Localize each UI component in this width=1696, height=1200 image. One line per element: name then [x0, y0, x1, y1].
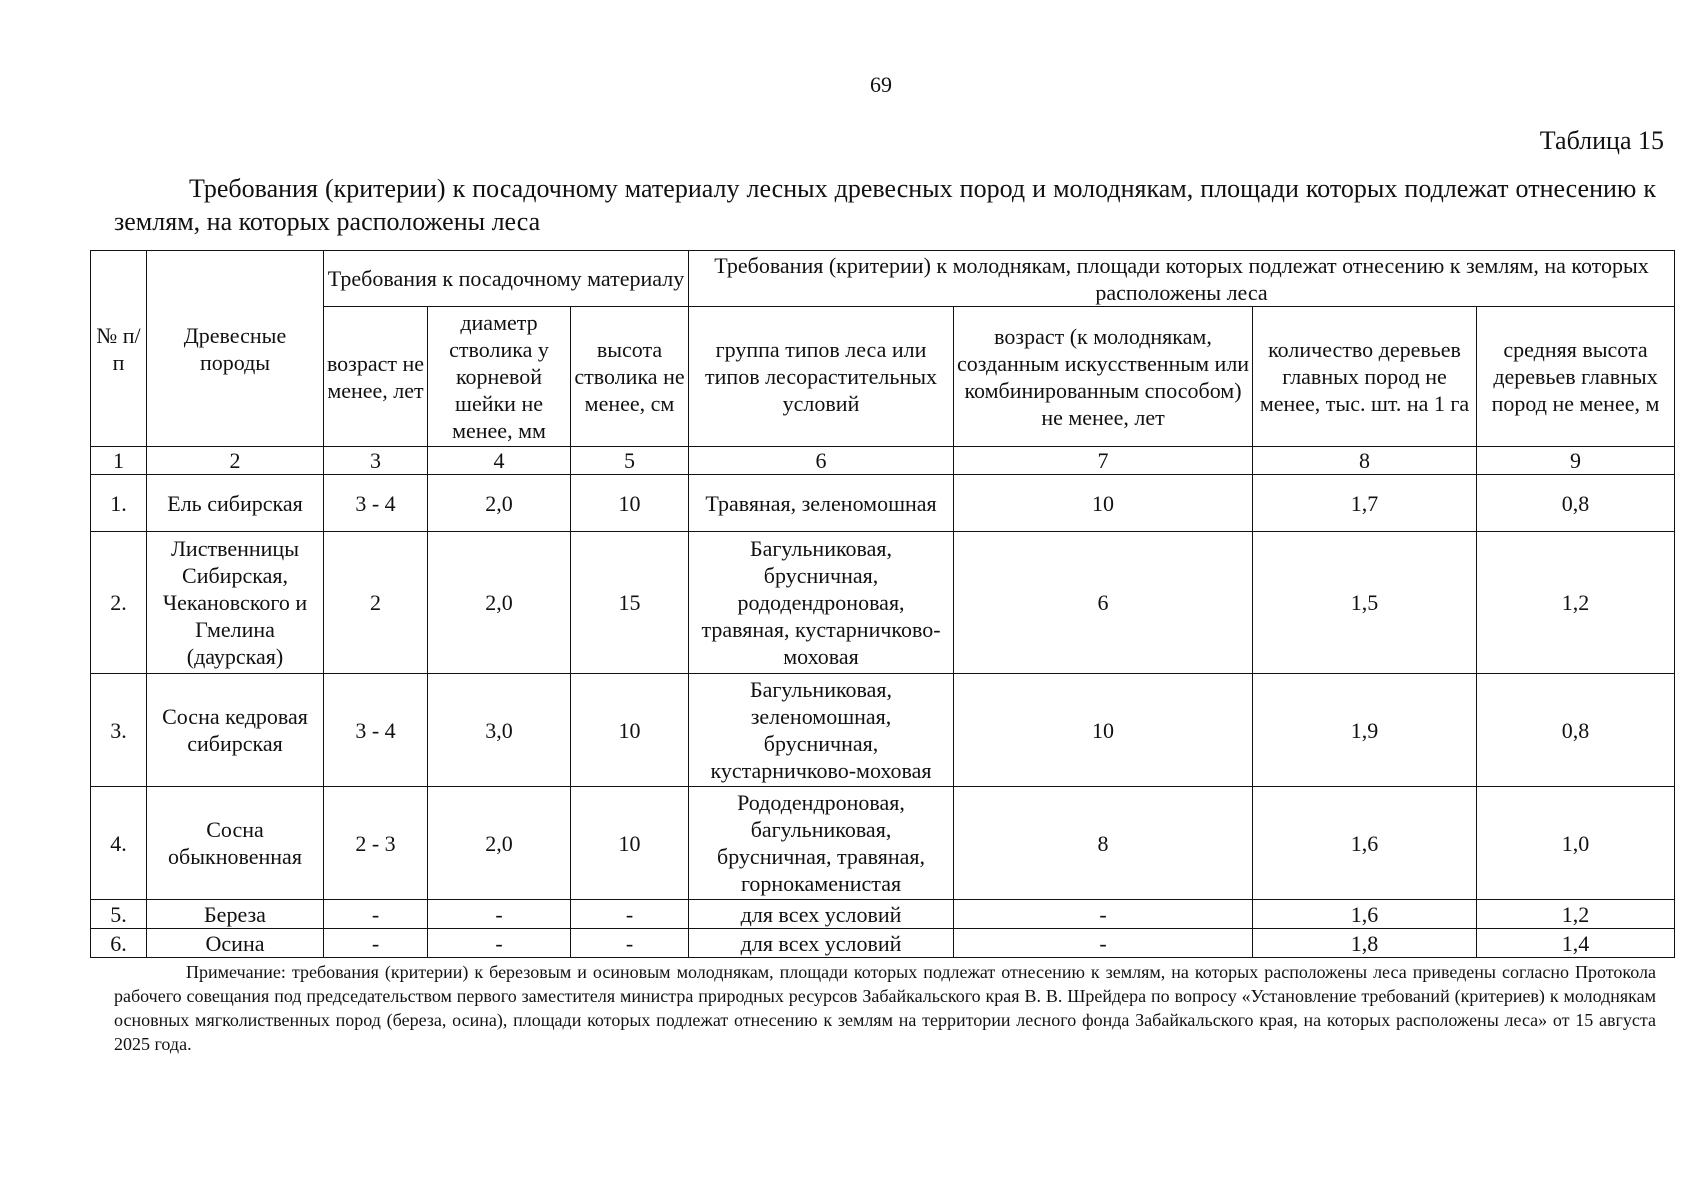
cell-height: 10 [571, 787, 689, 900]
document-title: Требования (критерии) к посадочному материалу лесных древесных пород и молоднякам, площади которых подлежат отнесению к землям, на которых расположены леса [114, 174, 1656, 236]
cell-forest-type: Багульниковая, брусничная, рододендроновая, травяная, кустарничково-моховая [689, 532, 954, 674]
cell-avg-height: 1,2 [1477, 532, 1675, 674]
column-number: 3 [324, 447, 428, 475]
table-row [91, 674, 1675, 787]
header-species: Древесные породы [147, 251, 324, 447]
criteria-table [90, 250, 1675, 958]
cell-tree-count: 1,5 [1253, 532, 1477, 674]
table-label: Таблица 15 [1539, 126, 1664, 155]
header-num: № п/п [91, 251, 147, 447]
cell-species: Сосна кедровая сибирская [147, 674, 324, 787]
cell-young-age: - [954, 929, 1253, 958]
table-row [91, 787, 1675, 900]
cell-height: - [571, 929, 689, 958]
cell-forest-type: для всех условий [689, 929, 954, 958]
column-number: 4 [428, 447, 571, 475]
cell-species: Лиственницы Сибирская, Чекановского и Гмелина (даурская) [147, 532, 324, 674]
column-number: 2 [147, 447, 324, 475]
cell-tree-count: 1,6 [1253, 787, 1477, 900]
cell-tree-count: 1,9 [1253, 674, 1477, 787]
cell-age: 2 - 3 [324, 787, 428, 900]
column-number: 7 [954, 447, 1253, 475]
column-number: 1 [91, 447, 147, 475]
cell-young-age: - [954, 900, 1253, 929]
cell-tree-count: 1,8 [1253, 929, 1477, 958]
cell-young-age: 10 [954, 674, 1253, 787]
table-row [91, 475, 1675, 532]
cell-young-age: 8 [954, 787, 1253, 900]
header-planting-material: Требования к посадочному материалу [324, 251, 689, 307]
cell-height: 15 [571, 532, 689, 674]
cell-diameter: 2,0 [428, 475, 571, 532]
cell-num: 3. [91, 674, 147, 787]
column-number: 8 [1253, 447, 1477, 475]
header-avg-height: средняя высота деревьев главных пород не менее, м [1477, 307, 1675, 447]
cell-height: 10 [571, 674, 689, 787]
cell-age: - [324, 929, 428, 958]
cell-species: Береза [147, 900, 324, 929]
cell-forest-type: Травяная, зеленомошная [689, 475, 954, 532]
cell-diameter: 2,0 [428, 532, 571, 674]
header-young-stands: Требования (критерии) к молоднякам, площади которых подлежат отнесению к землям, на которых расположены леса [689, 251, 1675, 307]
cell-species: Осина [147, 929, 324, 958]
column-number: 5 [571, 447, 689, 475]
table-row [91, 929, 1675, 958]
cell-avg-height: 1,0 [1477, 787, 1675, 900]
cell-diameter: 2,0 [428, 787, 571, 900]
cell-diameter: - [428, 900, 571, 929]
cell-avg-height: 1,4 [1477, 929, 1675, 958]
header-row-columns [91, 307, 1675, 447]
header-height: высота стволика не менее, см [571, 307, 689, 447]
header-diameter: диаметр стволика у корневой шейки не менее, мм [428, 307, 571, 447]
page-number: 69 [870, 72, 892, 97]
cell-diameter: - [428, 929, 571, 958]
header-forest-type: группа типов леса или типов лесорастительных условий [689, 307, 954, 447]
column-number: 6 [689, 447, 954, 475]
cell-tree-count: 1,7 [1253, 475, 1477, 532]
cell-tree-count: 1,6 [1253, 900, 1477, 929]
cell-num: 2. [91, 532, 147, 674]
cell-age: - [324, 900, 428, 929]
cell-age: 2 [324, 532, 428, 674]
cell-young-age: 10 [954, 475, 1253, 532]
footnote: Примечание: требования (критерии) к березовым и осиновым молоднякам, площади которых подлежат отнесению к землям, на которых расположены леса приведены согласно Протокола рабочего совещания под председательством первого заместителя министра природных ресурсов Забайкальского края В. В. Шрейдера по вопросу «Установление требований (критериев) к молоднякам основных мягколиственных пород (береза, осина), площади которых подлежат отнесению к землям на территории лесного фонда Забайкальского края, на которых расположены леса» от 15 августа 2025 года. [114, 962, 1656, 1054]
cell-num: 6. [91, 929, 147, 958]
cell-num: 1. [91, 475, 147, 532]
cell-young-age: 6 [954, 532, 1253, 674]
cell-age: 3 - 4 [324, 475, 428, 532]
cell-age: 3 - 4 [324, 674, 428, 787]
header-tree-count: количество деревьев главных пород не менее, тыс. шт. на 1 га [1253, 307, 1477, 447]
cell-num: 4. [91, 787, 147, 900]
cell-avg-height: 1,2 [1477, 900, 1675, 929]
cell-height: - [571, 900, 689, 929]
header-row-groups [91, 251, 1675, 307]
cell-height: 10 [571, 475, 689, 532]
cell-species: Ель сибирская [147, 475, 324, 532]
column-number-row [91, 447, 1675, 475]
cell-forest-type: Рододендроновая, багульниковая, брусничная, травяная, горнокаменистая [689, 787, 954, 900]
header-young-age: возраст (к молоднякам, созданным искусственным или комбинированным способом) не менее, лет [954, 307, 1253, 447]
cell-forest-type: Багульниковая, зеленомошная, брусничная, кустарничково-моховая [689, 674, 954, 787]
cell-avg-height: 0,8 [1477, 674, 1675, 787]
cell-avg-height: 0,8 [1477, 475, 1675, 532]
cell-diameter: 3,0 [428, 674, 571, 787]
table-row [91, 532, 1675, 674]
cell-num: 5. [91, 900, 147, 929]
cell-forest-type: для всех условий [689, 900, 954, 929]
header-age: возраст не менее, лет [324, 307, 428, 447]
table-row [91, 900, 1675, 929]
column-number: 9 [1477, 447, 1675, 475]
cell-species: Сосна обыкновенная [147, 787, 324, 900]
